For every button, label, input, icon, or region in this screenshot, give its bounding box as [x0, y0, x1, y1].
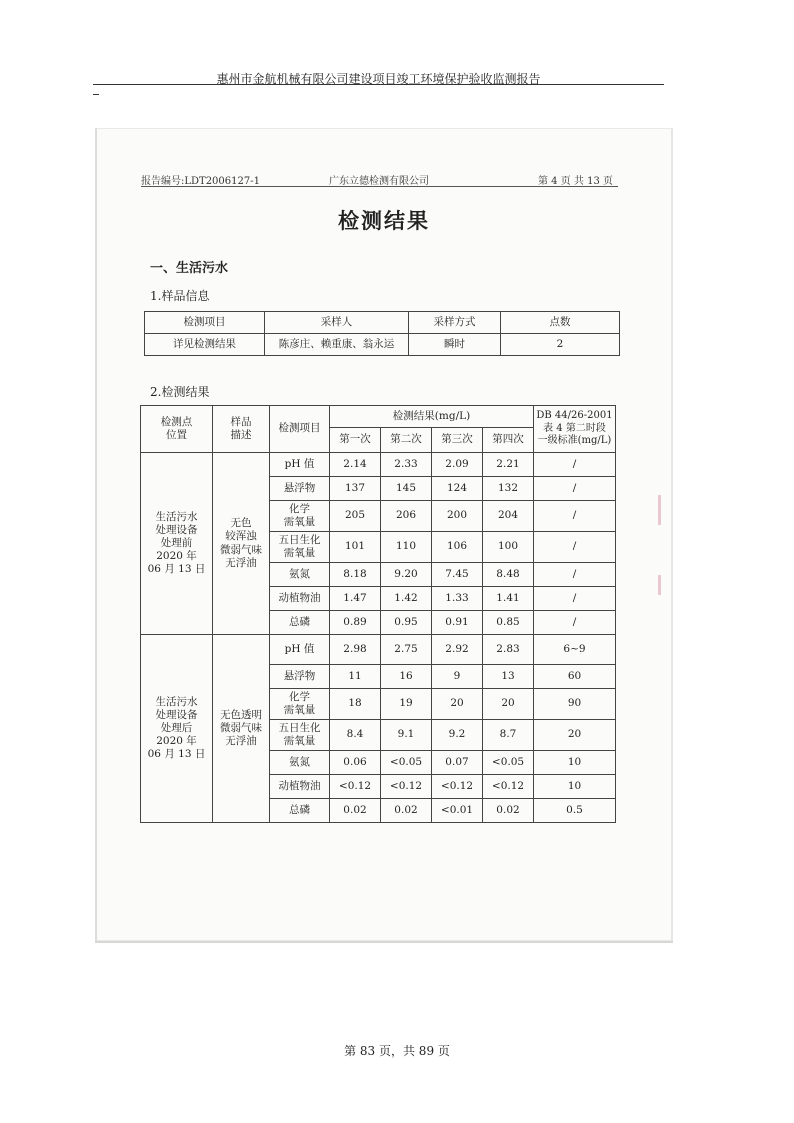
value-cell: 145	[381, 477, 432, 501]
value-cell: 200	[432, 501, 483, 532]
page-footer: 第 83 页，共 89 页	[344, 1044, 450, 1058]
header-round: 第四次	[483, 428, 534, 453]
item-cell: 悬浮物	[270, 665, 330, 689]
value-cell: 0.06	[330, 751, 381, 775]
header-mark	[93, 94, 99, 95]
value-cell: 110	[381, 532, 432, 563]
standard-cell: /	[534, 587, 616, 611]
standard-cell: /	[534, 532, 616, 563]
value-cell: 19	[381, 689, 432, 720]
standard-cell: /	[534, 453, 616, 477]
sample-info-table	[144, 311, 620, 356]
value-cell: 13	[483, 665, 534, 689]
value-cell: 2.14	[330, 453, 381, 477]
scan-left-edge	[95, 128, 97, 941]
description-cell: 无色 较浑浊 微弱气味 无浮油	[213, 453, 270, 635]
header-rule	[93, 84, 664, 85]
sample-header-cell: 采样方式	[409, 312, 501, 334]
location-cell: 生活污水 处理设备 处理后 2020 年 06 月 13 日	[141, 635, 213, 823]
value-cell: <0.05	[381, 751, 432, 775]
value-cell: 1.47	[330, 587, 381, 611]
standard-cell: 20	[534, 720, 616, 751]
result-row	[141, 635, 616, 665]
item-cell: pH 值	[270, 453, 330, 477]
value-cell: <0.12	[330, 775, 381, 799]
value-cell: <0.12	[483, 775, 534, 799]
lab-name: 广东立德检测有限公司	[329, 176, 429, 187]
item-cell: 五日生化 需氧量	[270, 720, 330, 751]
standard-cell: 10	[534, 775, 616, 799]
item-cell: 氨氮	[270, 751, 330, 775]
value-cell: 7.45	[432, 563, 483, 587]
standard-cell: /	[534, 477, 616, 501]
sample-value-cell: 2	[501, 334, 620, 356]
header-round: 第一次	[330, 428, 381, 453]
header-description: 样品 描述	[213, 406, 270, 453]
page-info: 第 4 页 共 13 页	[538, 176, 613, 187]
value-cell: 124	[432, 477, 483, 501]
value-cell: <0.01	[432, 799, 483, 823]
subheading-results: 2.检测结果	[150, 385, 210, 399]
value-cell: 2.09	[432, 453, 483, 477]
sample-value-cell: 详见检测结果	[145, 334, 265, 356]
sample-header-cell: 采样人	[265, 312, 409, 334]
value-cell: 1.33	[432, 587, 483, 611]
item-cell: pH 值	[270, 635, 330, 665]
header-round: 第二次	[381, 428, 432, 453]
location-cell: 生活污水 处理设备 处理前 2020 年 06 月 13 日	[141, 453, 213, 635]
sample-header-cell: 检测项目	[145, 312, 265, 334]
value-cell: 204	[483, 501, 534, 532]
results-table	[140, 405, 616, 823]
header-point: 检测点 位置	[141, 406, 213, 453]
value-cell: <0.12	[432, 775, 483, 799]
value-cell: 20	[483, 689, 534, 720]
standard-cell: 0.5	[534, 799, 616, 823]
value-cell: 8.7	[483, 720, 534, 751]
page-title: 检测结果	[338, 208, 430, 233]
result-row	[141, 453, 616, 477]
standard-cell: /	[534, 611, 616, 635]
value-cell: 0.85	[483, 611, 534, 635]
value-cell: 100	[483, 532, 534, 563]
value-cell: 9.1	[381, 720, 432, 751]
standard-cell: 10	[534, 751, 616, 775]
item-cell: 化学 需氧量	[270, 501, 330, 532]
value-cell: 8.4	[330, 720, 381, 751]
item-cell: 五日生化 需氧量	[270, 532, 330, 563]
value-cell: 1.42	[381, 587, 432, 611]
value-cell: <0.12	[381, 775, 432, 799]
document-header: 惠州市金航机械有限公司建设项目竣工环境保护验收监测报告	[216, 72, 541, 86]
value-cell: 0.07	[432, 751, 483, 775]
header-round: 第三次	[432, 428, 483, 453]
header-standard: DB 44/26-2001 表 4 第二时段 一级标准(mg/L)	[534, 406, 616, 453]
header-item: 检测项目	[270, 406, 330, 453]
value-cell: 2.33	[381, 453, 432, 477]
value-cell: 9	[432, 665, 483, 689]
value-cell: 9.2	[432, 720, 483, 751]
standard-cell: 6~9	[534, 635, 616, 665]
sample-value-cell: 陈彦庄、赖重康、翁永运	[265, 334, 409, 356]
item-cell: 氨氮	[270, 563, 330, 587]
value-cell: 11	[330, 665, 381, 689]
subheading-sample-info: 1.样品信息	[150, 289, 210, 303]
value-cell: 101	[330, 532, 381, 563]
value-cell: 18	[330, 689, 381, 720]
item-cell: 悬浮物	[270, 477, 330, 501]
item-cell: 总磷	[270, 799, 330, 823]
value-cell: 20	[432, 689, 483, 720]
value-cell: 206	[381, 501, 432, 532]
value-cell: 2.75	[381, 635, 432, 665]
report-number: 报告编号:LDT2006127-1	[141, 176, 260, 187]
description-cell: 无色透明 微弱气味 无浮油	[213, 635, 270, 823]
section-heading: 一、生活污水	[150, 261, 229, 276]
item-cell: 动植物油	[270, 587, 330, 611]
value-cell: 0.02	[483, 799, 534, 823]
header-result: 检测结果(mg/L)	[330, 406, 534, 428]
value-cell: 132	[483, 477, 534, 501]
value-cell: 137	[330, 477, 381, 501]
sample-header-cell: 点数	[501, 312, 620, 334]
value-cell: 2.21	[483, 453, 534, 477]
value-cell: 0.91	[432, 611, 483, 635]
item-cell: 化学 需氧量	[270, 689, 330, 720]
value-cell: 0.95	[381, 611, 432, 635]
value-cell: 106	[432, 532, 483, 563]
seal-edge-mark	[658, 575, 661, 595]
item-cell: 动植物油	[270, 775, 330, 799]
value-cell: 9.20	[381, 563, 432, 587]
item-cell: 总磷	[270, 611, 330, 635]
value-cell: 8.18	[330, 563, 381, 587]
standard-cell: 90	[534, 689, 616, 720]
value-cell: 16	[381, 665, 432, 689]
seal-edge-mark	[658, 495, 661, 525]
meta-rule	[141, 186, 618, 187]
scan-right-edge	[671, 128, 673, 941]
standard-cell: 60	[534, 665, 616, 689]
value-cell: 2.98	[330, 635, 381, 665]
value-cell: 2.83	[483, 635, 534, 665]
value-cell: 0.89	[330, 611, 381, 635]
value-cell: 0.02	[381, 799, 432, 823]
value-cell: 2.92	[432, 635, 483, 665]
value-cell: 205	[330, 501, 381, 532]
standard-cell: /	[534, 501, 616, 532]
value-cell: 8.48	[483, 563, 534, 587]
sample-value-cell: 瞬时	[409, 334, 501, 356]
value-cell: <0.05	[483, 751, 534, 775]
value-cell: 0.02	[330, 799, 381, 823]
value-cell: 1.41	[483, 587, 534, 611]
standard-cell: /	[534, 563, 616, 587]
